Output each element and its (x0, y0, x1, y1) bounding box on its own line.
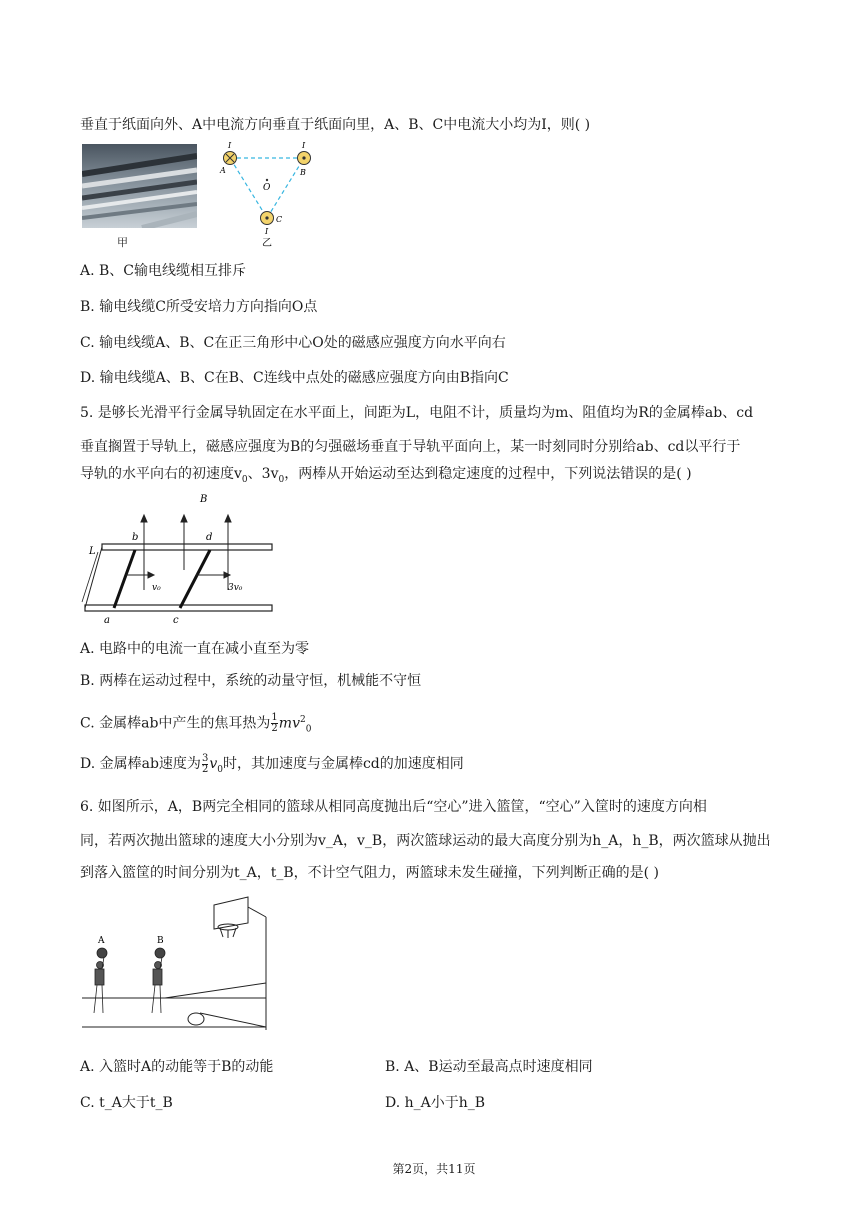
player-b (152, 948, 165, 1013)
label-rod-a: a (104, 615, 110, 625)
q6-stem-line1: 6. 如图所示，A，B两完全相同的篮球从相同高度抛出后“空心”进入篮筐，“空心”入筐时的速度方向相 (80, 799, 707, 815)
label-rod-c: c (173, 615, 179, 625)
label-o: O (263, 183, 271, 193)
q5-option-c: C. 金属棒ab中产生的焦耳热为 $\frac{1}{2}$ $mv^2_0$ (80, 712, 312, 735)
q4-photo-label: 甲 (117, 236, 128, 249)
label-a: A (220, 166, 226, 175)
wire-a-into-page (224, 152, 237, 165)
q4-option-c: C. 输电线缆A、B、C在正三角形中心O处的磁感应强度方向水平向右 (80, 335, 506, 351)
velocity-arrows (126, 572, 230, 578)
q5-option-d: D. 金属棒ab速度为 $\frac{3}{2}$ $v_0$时，其加速度与金属棒cd的加速度相同 (80, 752, 464, 775)
label-player-a: A (98, 936, 105, 946)
q5-option-b: B. 两棒在运动过程中，系统的动量守恒，机械能不守恒 (80, 673, 422, 689)
diagram-label-yi: 乙 (262, 238, 272, 249)
q6-basketball-figure (80, 895, 280, 1035)
q6-option-d: D. h_A小于h_B (385, 1095, 486, 1111)
q6-stem-line2: 同，若两次抛出篮球的速度大小分别为v_A，v_B，两次篮球运动的最大高度分别为h_A，h_B，两次篮球从抛出 (80, 833, 771, 849)
rod-ab (114, 550, 135, 608)
court-lines (82, 983, 266, 1027)
q6-option-a: A. 入篮时A的动能等于B的动能 (80, 1059, 274, 1075)
q5-rails-diagram (80, 490, 280, 625)
q6-option-b: B. A、B运动至最高点时速度相同 (385, 1059, 593, 1075)
wire-b-out-of-page (298, 152, 311, 165)
q4-stem-tail: 垂直于纸面向外、A中电流方向垂直于纸面向里，A、B、C中电流大小均为I，则( ) (80, 117, 591, 133)
q6-stem-line3: 到落入篮筐的时间分别为t_A，t_B，不计空气阻力，两篮球未发生碰撞，下列判断正确的是( ) (80, 865, 660, 881)
label-b-field: B (200, 494, 208, 505)
q4-option-d: D. 输电线缆A、B、C在B、C连线中点处的磁感应强度方向由B指向C (80, 370, 509, 386)
label-player-b: B (157, 936, 164, 946)
label-v0: v₀ (152, 583, 161, 593)
label-i-a: I (228, 141, 232, 150)
q5-option-a: A. 电路中的电流一直在减小直至为零 (80, 641, 310, 657)
q4-option-b: B. 输电线缆C所受安培力方向指向O点 (80, 299, 318, 315)
q6-option-c: C. t_A大于t_B (80, 1095, 173, 1111)
magnetic-field-arrows (141, 515, 231, 590)
q5-stem-line1: 5. 是够长光滑平行金属导轨固定在水平面上，间距为L，电阻不计，质量均为m、阻值均为R的金属棒ab、cd (80, 405, 754, 421)
label-rod-d: d (206, 532, 213, 543)
upper-rail (102, 544, 272, 550)
page-footer: 第2页，共11页 (392, 1162, 476, 1176)
lower-rail (85, 605, 272, 611)
q4-photo-figure (82, 144, 197, 228)
q5-stem-line2: 垂直搁置于导轨上，磁感应强度为B的匀强磁场垂直于导轨平面向上，某一时刻同时分别给ab、cd以平行于 (80, 439, 741, 455)
label-i-b: I (302, 141, 306, 150)
label-3v0: 3v₀ (228, 583, 243, 593)
label-rod-b: b (132, 532, 139, 543)
player-a (94, 948, 107, 1013)
label-c: C (276, 215, 283, 224)
backboard-and-hoop (214, 897, 266, 1030)
q4-option-a: A. B、C输电线缆相互排斥 (80, 263, 247, 279)
wire-c-out-of-page (261, 212, 274, 225)
q5-stem-line3: 导轨的水平向右的初速度$v_0$、$3v_0$，两棒从开始运动至达到稳定速度的过程中，下列说法错误的是( ) (80, 466, 692, 485)
cable-tunnel-photo (82, 144, 197, 228)
label-l: L (89, 546, 96, 557)
q4-triangle-diagram (212, 140, 322, 250)
center-point-o (266, 179, 268, 181)
label-i-c: I (265, 227, 269, 236)
label-b: B (300, 168, 306, 177)
